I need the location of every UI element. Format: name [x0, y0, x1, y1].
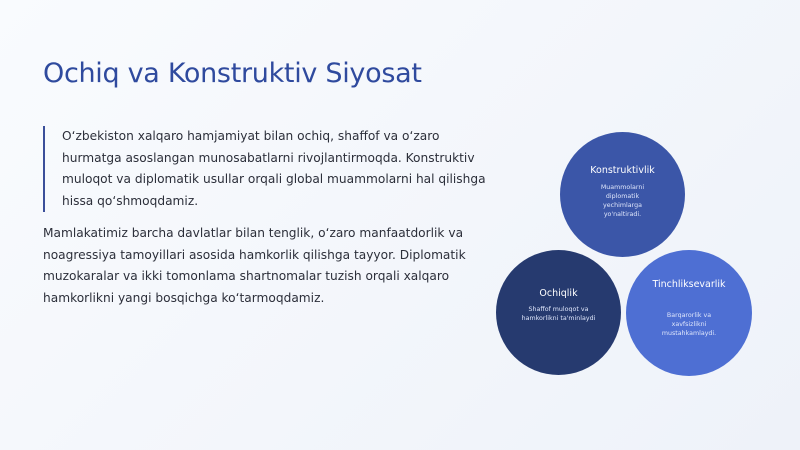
circle-text: Muammolarni diplomatik yechimlarga yo'naltiradi.: [600, 184, 645, 218]
circle-title: Ochiqlik: [539, 288, 578, 299]
circle-text: Shaffof muloqot va hamkorlikni ta'minlaydi: [521, 306, 596, 322]
circle-text: Barqarorlik va xavfsizlikni mustahkamlaydi.: [661, 312, 717, 337]
circle-title: Konstruktivlik: [590, 165, 655, 176]
circle-ochiqlik: [496, 250, 621, 375]
slide-title: Ochiq va Konstruktiv Siyosat: [43, 58, 422, 89]
body-paragraph: Mamlakatimiz barcha davlatlar bilan tenglik, o‘zaro manfaatdorlik va noagressiya tamoyillari asosida hamkorlik qilishga tayyor. Diplomatik muzokaralar va ikki tomonlama shartnomalar tuzish orqali xalqaro hamkorlikni yangi bosqichga ko‘tarmoqdamiz.: [43, 226, 466, 305]
circle-title: Tinchliksevarlik: [652, 279, 726, 290]
quote-block: O‘zbekiston xalqaro hamjamiyat bilan ochiq, shaffof va o‘zaro hurmatga asoslangan munosabatlarni rivojlantirmoqda. Konstruktiv muloqot va diplomatik usullar orqali global muammolarni hal qilishga hissa qo‘shmoqdamiz.: [43, 126, 492, 212]
circle-tinchliksevarlik: [626, 250, 752, 376]
circle-konstruktivlik: [560, 132, 685, 257]
